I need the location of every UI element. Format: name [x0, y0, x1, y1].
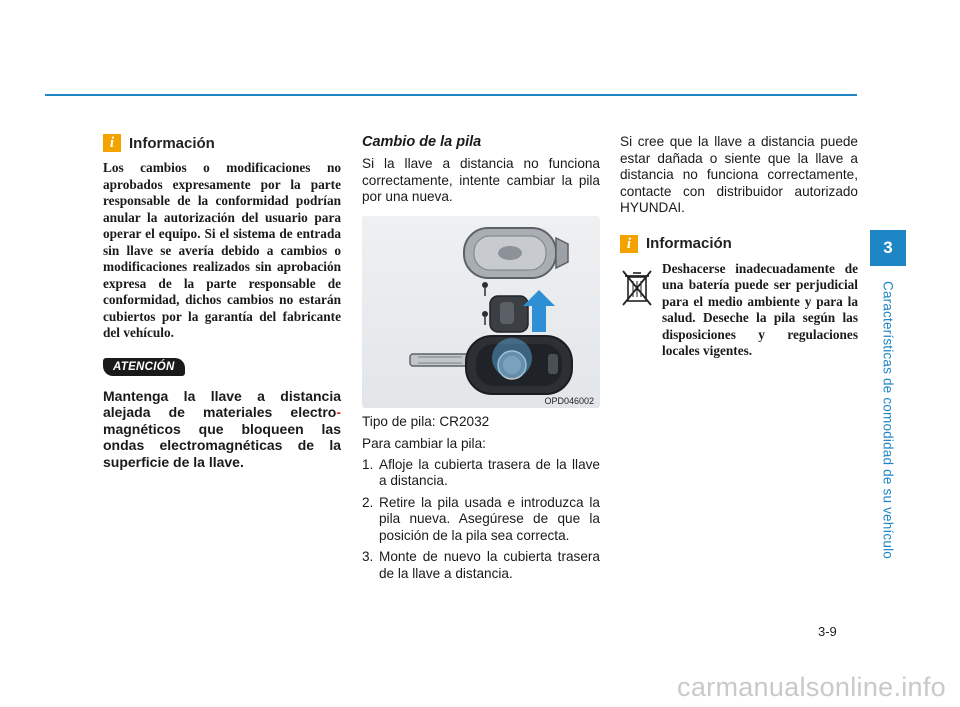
info-header — [620, 235, 858, 253]
caution-text — [103, 388, 341, 471]
info-title: Información — [129, 134, 215, 152]
list-item — [362, 495, 600, 545]
steps-title: Para cambiar la pila: — [362, 436, 486, 451]
chapter-title: Características de comodidad de su vehículo — [880, 281, 896, 559]
info-icon: i — [620, 235, 638, 253]
step-number: 1. — [362, 456, 374, 472]
caution-text-part-b: magnéticos que bloqueen las ondas electromagnéticas de la superficie de la llave. — [103, 420, 341, 470]
dealer-text: Si cree que la llave a distancia puede estar dañada o siente que la llave a distancia no funciona correctamente, contacte con distribuidor autorizado HYUNDAI. — [620, 134, 858, 215]
disposal-text: Deshacerse inadecuadamente de una batería puede ser perjudicial para el medio ambiente y para la salud. Deseche la pila según las disposiciones y regulaciones locales vigentes. — [662, 260, 858, 358]
step-text: Retire la pila usada e introduzca la pila nueva. Asegúrese de que la posición de la pila sea correcta. — [379, 494, 600, 543]
column-right — [620, 134, 858, 360]
step-text: Afloje la cubierta trasera de la llave a distancia. — [379, 456, 600, 488]
info-title: Información — [646, 235, 732, 252]
watermark: carmanualsonline.info — [677, 672, 946, 702]
figure-code: OPD046002 — [544, 395, 594, 406]
caution-hyphen: - — [336, 404, 341, 420]
section-heading: Cambio de la pila — [362, 134, 482, 150]
info-text: Los cambios o modificaciones no aprobados expresamente por la parte responsable de la conformidad podrían anular la autorización del usuario para operar el equipo. Si el sistema de entrada sin llave se avería debido a cambios o modificaciones realizados sin aprobación expresa de la parte responsable de conformidad, dichos cambios no estarán cubiertos por la garantía del fabricante del vehículo. — [103, 160, 341, 340]
column-left — [103, 134, 341, 470]
step-number: 2. — [362, 494, 374, 510]
top-rule — [45, 94, 857, 96]
battery-type: Tipo de pila: CR2032 — [362, 413, 490, 429]
list-item — [362, 457, 600, 490]
step-text: Monte de nuevo la cubierta trasera de la llave a distancia. — [379, 549, 600, 581]
crossed-bin-icon — [620, 267, 654, 307]
info-header — [103, 134, 341, 152]
chapter-tab: 3 — [870, 230, 906, 266]
intro-text: Si la llave a distancia no funciona correctamente, intente cambiar la pila por una nueva. — [362, 156, 600, 204]
caution-badge: ATENCIÓN — [103, 358, 185, 376]
column-middle — [362, 134, 600, 587]
list-item — [362, 549, 600, 582]
info-icon: i — [103, 134, 121, 152]
step-number: 3. — [362, 549, 374, 564]
key-battery-figure — [362, 216, 600, 408]
page-number: 3-9 — [818, 624, 837, 639]
smart-key-illustration — [362, 216, 600, 408]
steps-list — [362, 457, 600, 583]
disposal-info — [620, 261, 858, 360]
caution-text-part-a: Mantenga la llave a distancia alejada de materiales electro — [103, 387, 341, 420]
